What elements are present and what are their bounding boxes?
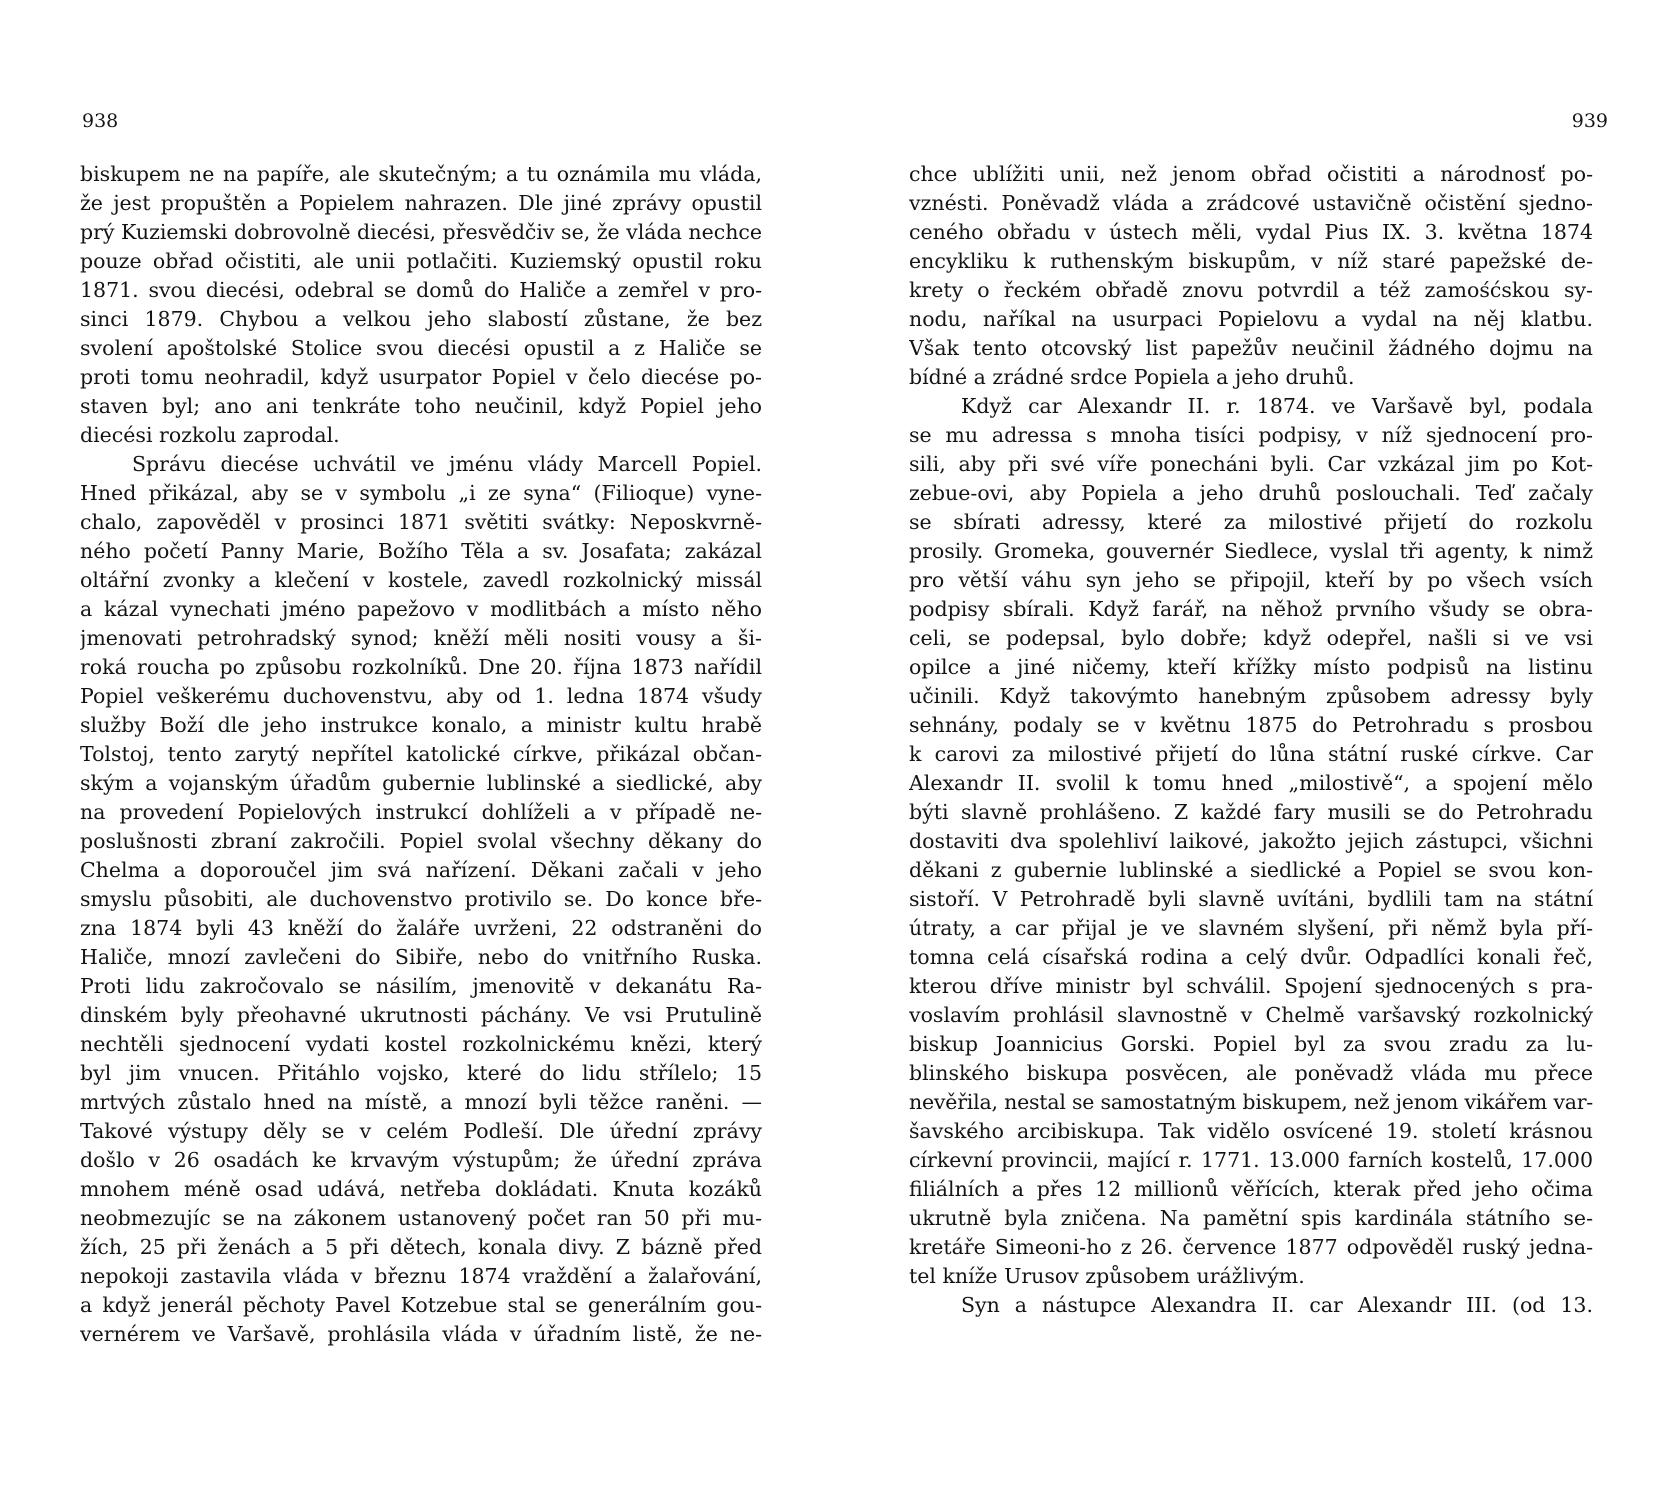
text-line: útraty, a car přijal je ve slavném slyšení, při němž byla pří- — [909, 916, 1593, 940]
text-line: nodu, naříkal na usurpaci Popielovu a vydal na něj klatbu. — [909, 307, 1593, 331]
text-line: filiálních a přes 12 millionů věřících, kterak před jeho očima — [909, 1177, 1593, 1201]
text-line: a kázal vynechati jméno papežovo v modlitbách a místo něho — [80, 597, 762, 621]
text-line: diecési rozkolu zaprodal. — [80, 423, 340, 447]
text-line: tel kníže Urusov způsobem urážlivým. — [909, 1264, 1305, 1288]
text-line: neobmezujíc se na zákonem ustanovený počet ran 50 při mu- — [80, 1206, 762, 1230]
text-line: prý Kuziemski dobrovolně diecési, přesvědčiv se, že vláda nechce — [80, 220, 762, 244]
text-line: mrtvých zůstalo hned na místě, a mnozí byli těžce raněni. — — [80, 1090, 762, 1114]
text-line: ného početí Panny Marie, Božího Těla a sv. Josafata; zakázal — [80, 539, 762, 563]
text-line: tomna celá císařská rodina a celý dvůr. Odpadlíci konali řeč, — [909, 945, 1593, 969]
text-line: bídné a zrádné srdce Popiela a jeho druhů. — [909, 365, 1355, 389]
text-line: prosily. Gromeka, gouvernér Siedlece, vyslal tři agenty, k nimž — [909, 539, 1593, 563]
text-line: 1871. svou diecési, odebral se domů do Haliče a zemřel v pro- — [80, 278, 762, 302]
text-line: proti tomu neohradil, když usurpator Popiel v čelo diecése po- — [80, 365, 762, 389]
text-line: ukrutně byla zničena. Na pamětní spis kardinála státního se- — [909, 1206, 1593, 1230]
text-line: blinského biskupa posvěcen, ale poněvadž vláda mu přece — [909, 1061, 1593, 1085]
text-line: sistoří. V Petrohradě byli slavně uvítáni, bydlili tam na státní — [909, 887, 1593, 911]
text-line: oltářní zvonky a klečení v kostele, zavedl rozkolnický missál — [80, 568, 762, 592]
text-column — [909, 160, 1593, 1320]
text-line: smyslu působiti, ale duchovenstvo protivilo se. Do konce bře- — [80, 887, 762, 911]
text-line: encykliku k ruthenským biskupům, v níž staré papežské de- — [909, 249, 1593, 273]
text-line: krety o řeckém obřadě znovu potvrdil a též zamośćskou sy- — [909, 278, 1593, 302]
text-line: roká roucha po způsobu rozkolníků. Dne 20. října 1873 nařídil — [80, 655, 762, 679]
text-line: Popiel veškerému duchovenstvu, aby od 1. ledna 1874 všudy — [80, 684, 762, 708]
text-line: poslušnosti zbraní zakročili. Popiel svolal všechny děkany do — [80, 829, 762, 853]
text-line: děkani z gubernie lublinské a siedlické a Popiel se svou kon- — [909, 858, 1593, 882]
text-line: Haliče, mnozí zavlečeni do Sibiře, nebo do vnitřního Ruska. — [80, 945, 762, 969]
page-number: 939 — [1571, 110, 1608, 132]
text-line: svolení apoštolské Stolice svou diecési opustil a z Haliče se — [80, 336, 762, 360]
text-column — [80, 160, 762, 1349]
text-line: Proti lidu zakročovalo se násilím, jmenovitě v dekanátu Ra- — [80, 974, 762, 998]
text-line: Alexandr II. svolil k tomu hned „milostivě“, a spojení mělo — [909, 771, 1593, 795]
text-line: dinském byly přeohavné ukrutnosti páchány. Ve vsi Prutulině — [80, 1003, 762, 1027]
text-line: šavského arcibiskupa. Tak vidělo osvícené 19. století krásnou — [909, 1119, 1593, 1143]
page-number: 938 — [82, 110, 119, 132]
text-line: pouze obřad očistiti, ale unii potlačiti. Kuziemský opustil roku — [80, 249, 762, 273]
text-line: žích, 25 při ženách a 5 při dětech, konala divy. Z bázně před — [80, 1235, 762, 1259]
text-line: se mu adressa s mnoha tisíci podpisy, v níž sjednocení pro- — [909, 423, 1593, 447]
text-line: na provedení Popielových instrukcí dohlíželi a v případě ne- — [80, 800, 762, 824]
text-line: chalo, zapověděl v prosinci 1871 světiti svátky: Neposkvrně- — [80, 510, 762, 534]
text-line: došlo v 26 osadách ke krvavým výstupům; že úřední zpráva — [80, 1148, 762, 1172]
text-line: kterou dříve ministr byl schválil. Spojení sjednocených s pra- — [909, 974, 1593, 998]
text-line: býti slavně prohlášeno. Z každé fary musili se do Petrohradu — [909, 800, 1593, 824]
text-line: celi, se podepsal, bylo dobře; když odepřel, našli si ve vsi — [909, 626, 1593, 650]
text-line: sili, aby při své víře ponecháni byli. Car vzkázal jim po Kot- — [909, 452, 1593, 476]
text-line: ceného obřadu v ústech měli, vydal Pius IX. 3. května 1874 — [909, 220, 1593, 244]
text-line: ským a vojanským úřadům gubernie lublinské a siedlické, aby — [80, 771, 762, 795]
text-line: dostaviti dva spolehliví laikové, jakožto jejich zástupci, všichni — [909, 829, 1593, 853]
text-line: biskupem ne na papíře, ale skutečným; a tu oznámila mu vláda, — [80, 162, 762, 186]
text-line: Syn a nástupce Alexandra II. car Alexandr III. (od 13. — [961, 1293, 1593, 1317]
text-line: nevěřila, nestal se samostatným biskupem, než jenom vikářem var- — [909, 1090, 1593, 1114]
text-line: Tolstoj, tento zarytý nepřítel katolické církve, přikázal občan- — [80, 742, 762, 766]
text-line: pro větší váhu syn jeho se připojil, kteří by po všech vsích — [909, 568, 1593, 592]
text-line: nechtěli sjednocení vydati kostel rozkolnickému knězi, který — [80, 1032, 762, 1056]
text-line: k carovi za milostivé přijetí do lůna státní ruské církve. Car — [909, 742, 1593, 766]
text-line: vznésti. Poněvadž vláda a zrádcové ustavičně očistění sjedno- — [909, 191, 1593, 215]
text-line: Správu diecése uchvátil ve jménu vlády Marcell Popiel. — [132, 452, 762, 476]
text-line: Chelma a doporoučel jim svá nařízení. Děkani začali v jeho — [80, 858, 762, 882]
text-line: a když jenerál pěchoty Pavel Kotzebue stal se generálním gou- — [80, 1293, 762, 1317]
text-line: nepokoji zastavila vláda v březnu 1874 vraždění a žalařování, — [80, 1264, 762, 1288]
text-line: učinili. Když takovýmto hanebným způsobem adressy byly — [909, 684, 1593, 708]
text-line: opilce a jiné ničemy, kteří křížky místo podpisů na listinu — [909, 655, 1593, 679]
text-line: sinci 1879. Chybou a velkou jeho slabostí zůstane, že bez — [80, 307, 762, 331]
text-line: Když car Alexandr II. r. 1874. ve Varšavě byl, podala — [961, 394, 1593, 418]
text-line: že jest propuštěn a Popielem nahrazen. Dle jiné zprávy opustil — [80, 191, 762, 215]
text-line: Však tento otcovský list papežův neučinil žádného dojmu na — [909, 336, 1593, 360]
text-line: zebue-ovi, aby Popiela a jeho druhů poslouchali. Teď začaly — [909, 481, 1593, 505]
text-line: církevní provincii, mající r. 1771. 13.000 farních kostelů, 17.000 — [909, 1148, 1593, 1172]
text-line: chce ublížiti unii, než jenom obřad očistiti a národnosť po- — [909, 162, 1593, 186]
text-line: staven byl; ano ani tenkráte toho neučinil, když Popiel jeho — [80, 394, 762, 418]
text-line: Hned přikázal, aby se v symbolu „i ze syna“ (Filioque) vyne- — [80, 481, 762, 505]
text-line: byl jim vnucen. Přitáhlo vojsko, které do lidu střílelo; 15 — [80, 1061, 762, 1085]
text-line: vernérem ve Varšavě, prohlásila vláda v úřadním listě, že ne- — [80, 1322, 762, 1346]
text-line: mnohem méně osad udává, netřeba dokládati. Knuta kozáků — [80, 1177, 762, 1201]
text-line: služby Boží dle jeho instrukce konalo, a ministr kultu hrabě — [80, 713, 762, 737]
text-line: Takové výstupy děly se v celém Podleší. Dle úřední zprávy — [80, 1119, 762, 1143]
text-line: zna 1874 byli 43 kněží do žaláře uvrženi, 22 odstraněni do — [80, 916, 762, 940]
text-line: se sbírati adressy, které za milostivé přijetí do rozkolu — [909, 510, 1593, 534]
text-line: jmenovati petrohradský synod; kněží měli nositi vousy a ši- — [80, 626, 762, 650]
text-line: kretáře Simeoni-ho z 26. července 1877 odpověděl ruský jedna- — [909, 1235, 1593, 1259]
text-line: podpisy sbírali. Když farář, na něhož prvního všudy se obra- — [909, 597, 1593, 621]
text-line: sehnány, podaly se v květnu 1875 do Petrohradu s prosbou — [909, 713, 1593, 737]
text-line: voslavím prohlásil slavnostně v Chelmě varšavský rozkolnický — [909, 1003, 1593, 1027]
right-page — [839, 0, 1678, 1500]
text-line: biskup Joannicius Gorski. Popiel byl za svou zradu za lu- — [909, 1032, 1593, 1056]
